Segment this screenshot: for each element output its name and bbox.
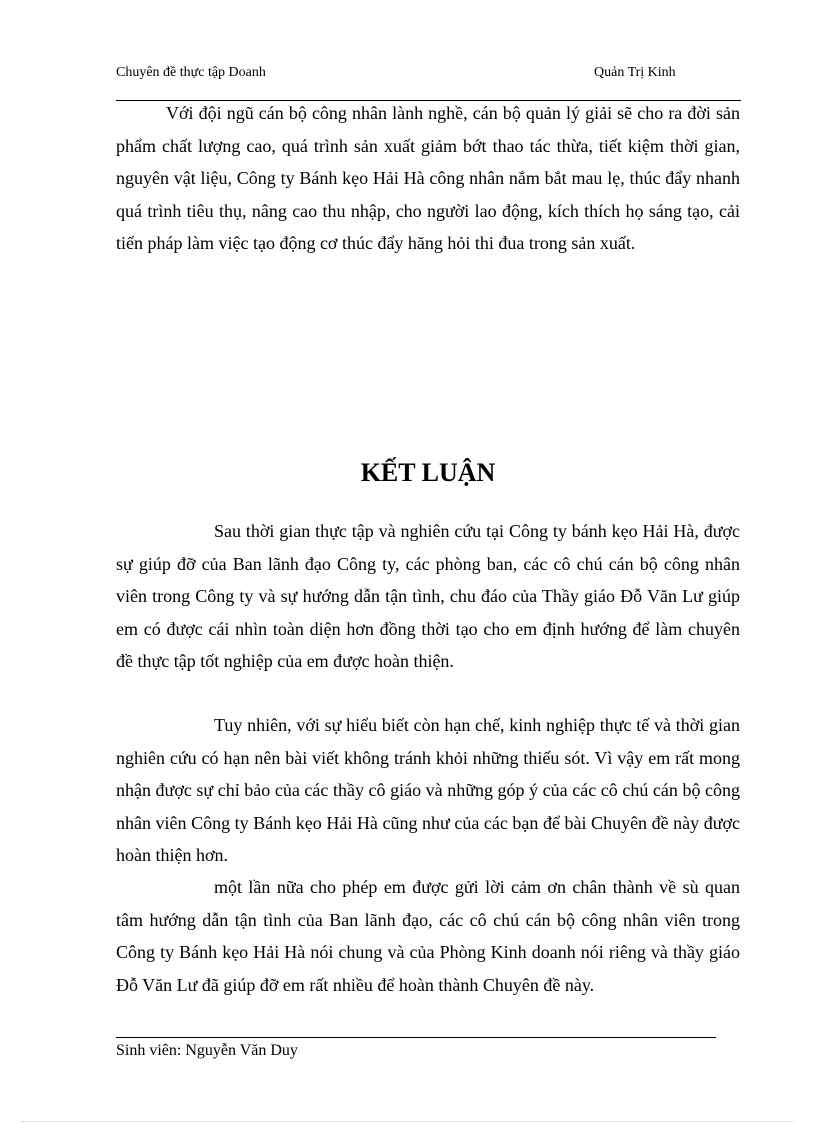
header-right-text: Quản Trị Kinh xyxy=(594,65,676,80)
footer-student-name: Sinh viên: Nguyễn Văn Duy xyxy=(116,1042,298,1059)
conclusion-paragraph-3: một lần nữa cho phép em được gửi lời cảm ơn chân thành về sù quan tâm hướng dẫn tận tình của Ban lãnh đạo, các cô chú cán bộ công nhân viên trong Công ty Bánh kẹo Hải Hà nói chung và của Phòng Kinh doanh nói riêng và thầy giáo Đỗ Văn Lư đã giúp đỡ em rất nhiều để hoàn thành Chuyên đề này. xyxy=(116,877,740,995)
footer-divider xyxy=(116,1037,716,1038)
page-bottom-edge xyxy=(22,1121,794,1122)
conclusion-paragraph-1: Sau thời gian thực tập và nghiên cứu tại Công ty bánh kẹo Hải Hà, được sự giúp đỡ của Ban lãnh đạo Công ty, các phòng ban, các cô chú cán bộ công nhân viên trong Công ty và sự hướng dẫn tận tình, chu đáo của Thầy giáo Đỗ Văn Lư giúp em có được cái nhìn toàn diện hơn đồng thời tạo cho em định hướng để làm chuyên đề thực tập tốt nghiệp của em được hoàn thiện. xyxy=(116,521,740,671)
conclusion-paragraph-2: Tuy nhiên, với sự hiểu biết còn hạn chế, kinh nghiệp thực tế và thời gian nghiên cứu có hạn nên bài viết không tránh khỏi những thiếu sót. Vì vậy em rất mong nhận được sự chỉ bảo của các thầy cô giáo và những góp ý của các cô chú cán bộ công nhân viên Công ty Bánh kẹo Hải Hà cũng như của các bạn để bài Chuyên đề này được hoàn thiện hơn. xyxy=(116,715,740,865)
section-title: KẾT LUẬN xyxy=(360,458,496,487)
intro-paragraph: Với đội ngũ cán bộ công nhân lành nghề, cán bộ quản lý giải sẽ cho ra đời sản phẩm chất lượng cao, quá trình sản xuất giảm bớt thao tác thừa, tiết kiệm thời gian, nguyên vật liệu, Công ty Bánh kẹo Hải Hà công nhân nắm bắt mau lẹ, thúc đẩy nhanh quá trình tiêu thụ, nâng cao thu nhập, cho người lao động, kích thích họ sáng tạo, cải tiến pháp làm việc tạo động cơ thúc đẩy hăng hỏi thi đua trong sản xuất. xyxy=(116,103,740,253)
header-left-text: Chuyên đề thực tập Doanh xyxy=(116,65,266,80)
